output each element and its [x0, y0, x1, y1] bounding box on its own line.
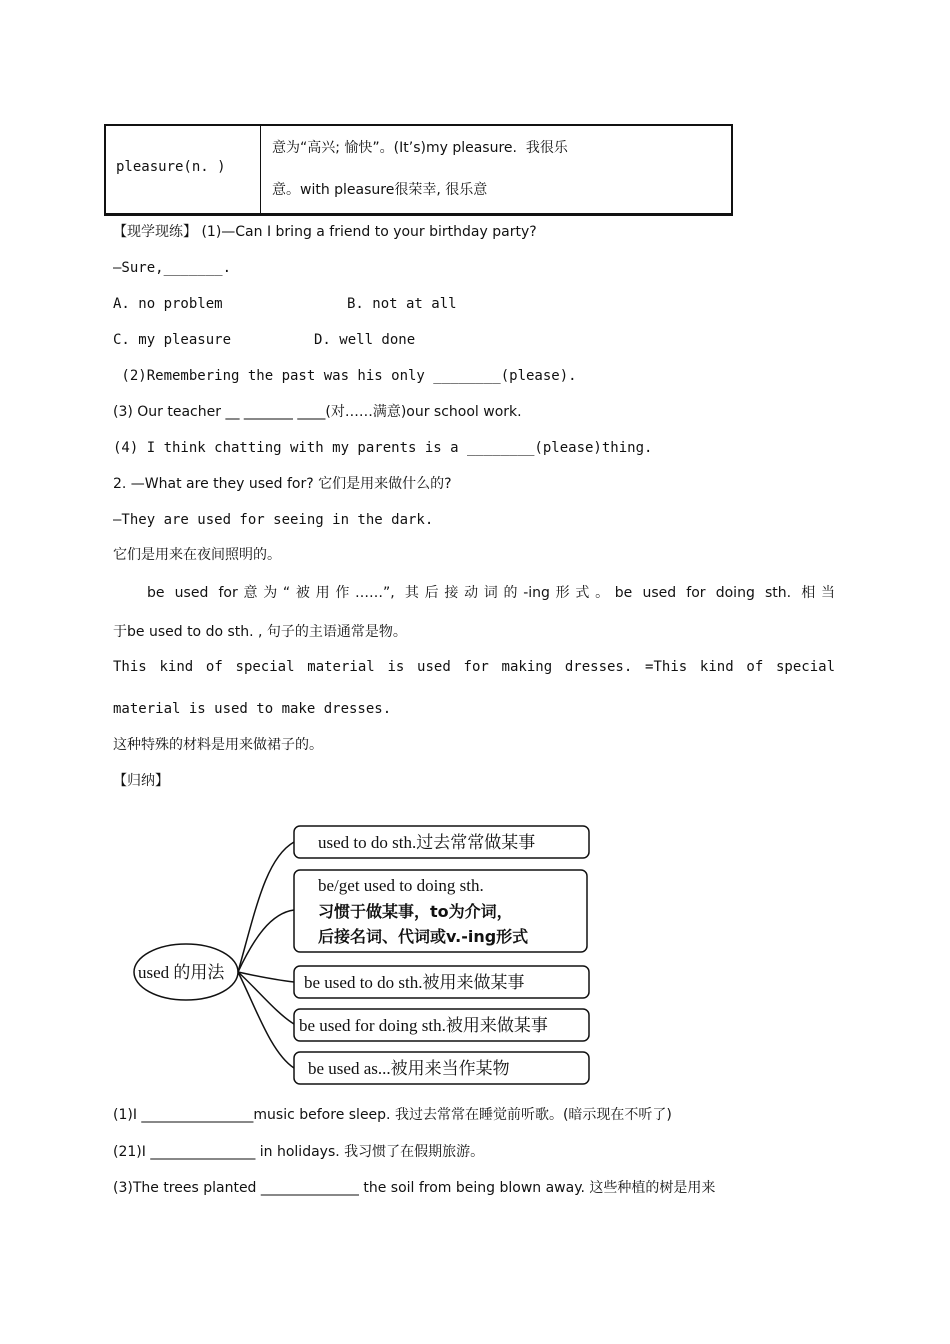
section2-answer: —They are used for seeing in the dark. [113, 512, 434, 528]
box-4-text: be used for doing sth.被用来做某事 [299, 1016, 548, 1035]
connector-1 [238, 842, 294, 972]
summary-heading: 【归纳】 [113, 773, 169, 789]
section2-question: 2. —What are they used for? 它们是用来做什么的? [113, 476, 452, 492]
box-1-text: used to do sth.过去常常做某事 [318, 833, 536, 852]
example-line-1: This kind of special material is used for making dresses. =This kind of special [113, 659, 835, 675]
example-line-2: material is used to make dresses. [113, 701, 392, 717]
practice-q1-reply: —Sure,_______. [113, 260, 232, 276]
connector-5 [238, 972, 294, 1068]
option-d: D. well done [314, 332, 416, 348]
practice-q2: (2)Remembering the past was his only ________(please). [113, 368, 577, 384]
definition-table [104, 124, 733, 216]
connector-4 [238, 972, 294, 1024]
practice-q4: (4) I think chatting with my parents is a ________(please)thing. [113, 440, 653, 456]
definition-line-2: 意。with pleasure很荣幸, 很乐意 [272, 182, 488, 198]
exercise-3: (3)The trees planted ______________ the soil from being blown away. 这些种植的树是用来 [113, 1180, 716, 1196]
practice-q1: 【现学现练】 (1)—Can I bring a friend to your birthday party? [113, 224, 537, 240]
practice-q3: (3) Our teacher __ _______ ____(对……满意)our school work. [113, 404, 522, 420]
center-label: used 的用法 [138, 963, 225, 982]
box-2-line-3: 后接名词、代词或v.-ing形式 [318, 927, 529, 946]
box-2-line-1: be/get used to doing sth. [318, 876, 484, 895]
used-usage-diagram [126, 818, 596, 1088]
box-2-line-2: 习惯于做某事，to为介词， [318, 902, 513, 921]
explain-line-1: be used for意为“被用作……”, 其后接动词的-ing形式。be used for doing sth. 相当 [147, 585, 835, 601]
exercise-2: (21)I _______________ in holidays. 我习惯了在假期旅游。 [113, 1144, 485, 1160]
explain-line-2: 于be used to do sth. , 句子的主语通常是物。 [113, 624, 407, 640]
option-a: A. no problem [113, 296, 223, 312]
exercise-1: (1)I ________________music before sleep. 我过去常常在睡觉前听歌。(暗示现在不听了) [113, 1107, 672, 1123]
box-5-text: be used as...被用来当作某物 [308, 1059, 510, 1078]
example-cn: 这种特殊的材料是用来做裙子的。 [113, 737, 323, 753]
option-b: B. not at all [347, 296, 457, 312]
option-c: C. my pleasure [113, 332, 232, 348]
section2-answer-cn: 它们是用来在夜间照明的。 [113, 547, 281, 563]
word-label: pleasure(n. ) [116, 159, 226, 175]
box-3-text: be used to do sth.被用来做某事 [304, 973, 525, 992]
definition-line-1: 意为“高兴; 愉快”。(It’s)my pleasure. 我很乐 [272, 140, 568, 156]
word-cell [106, 126, 261, 213]
